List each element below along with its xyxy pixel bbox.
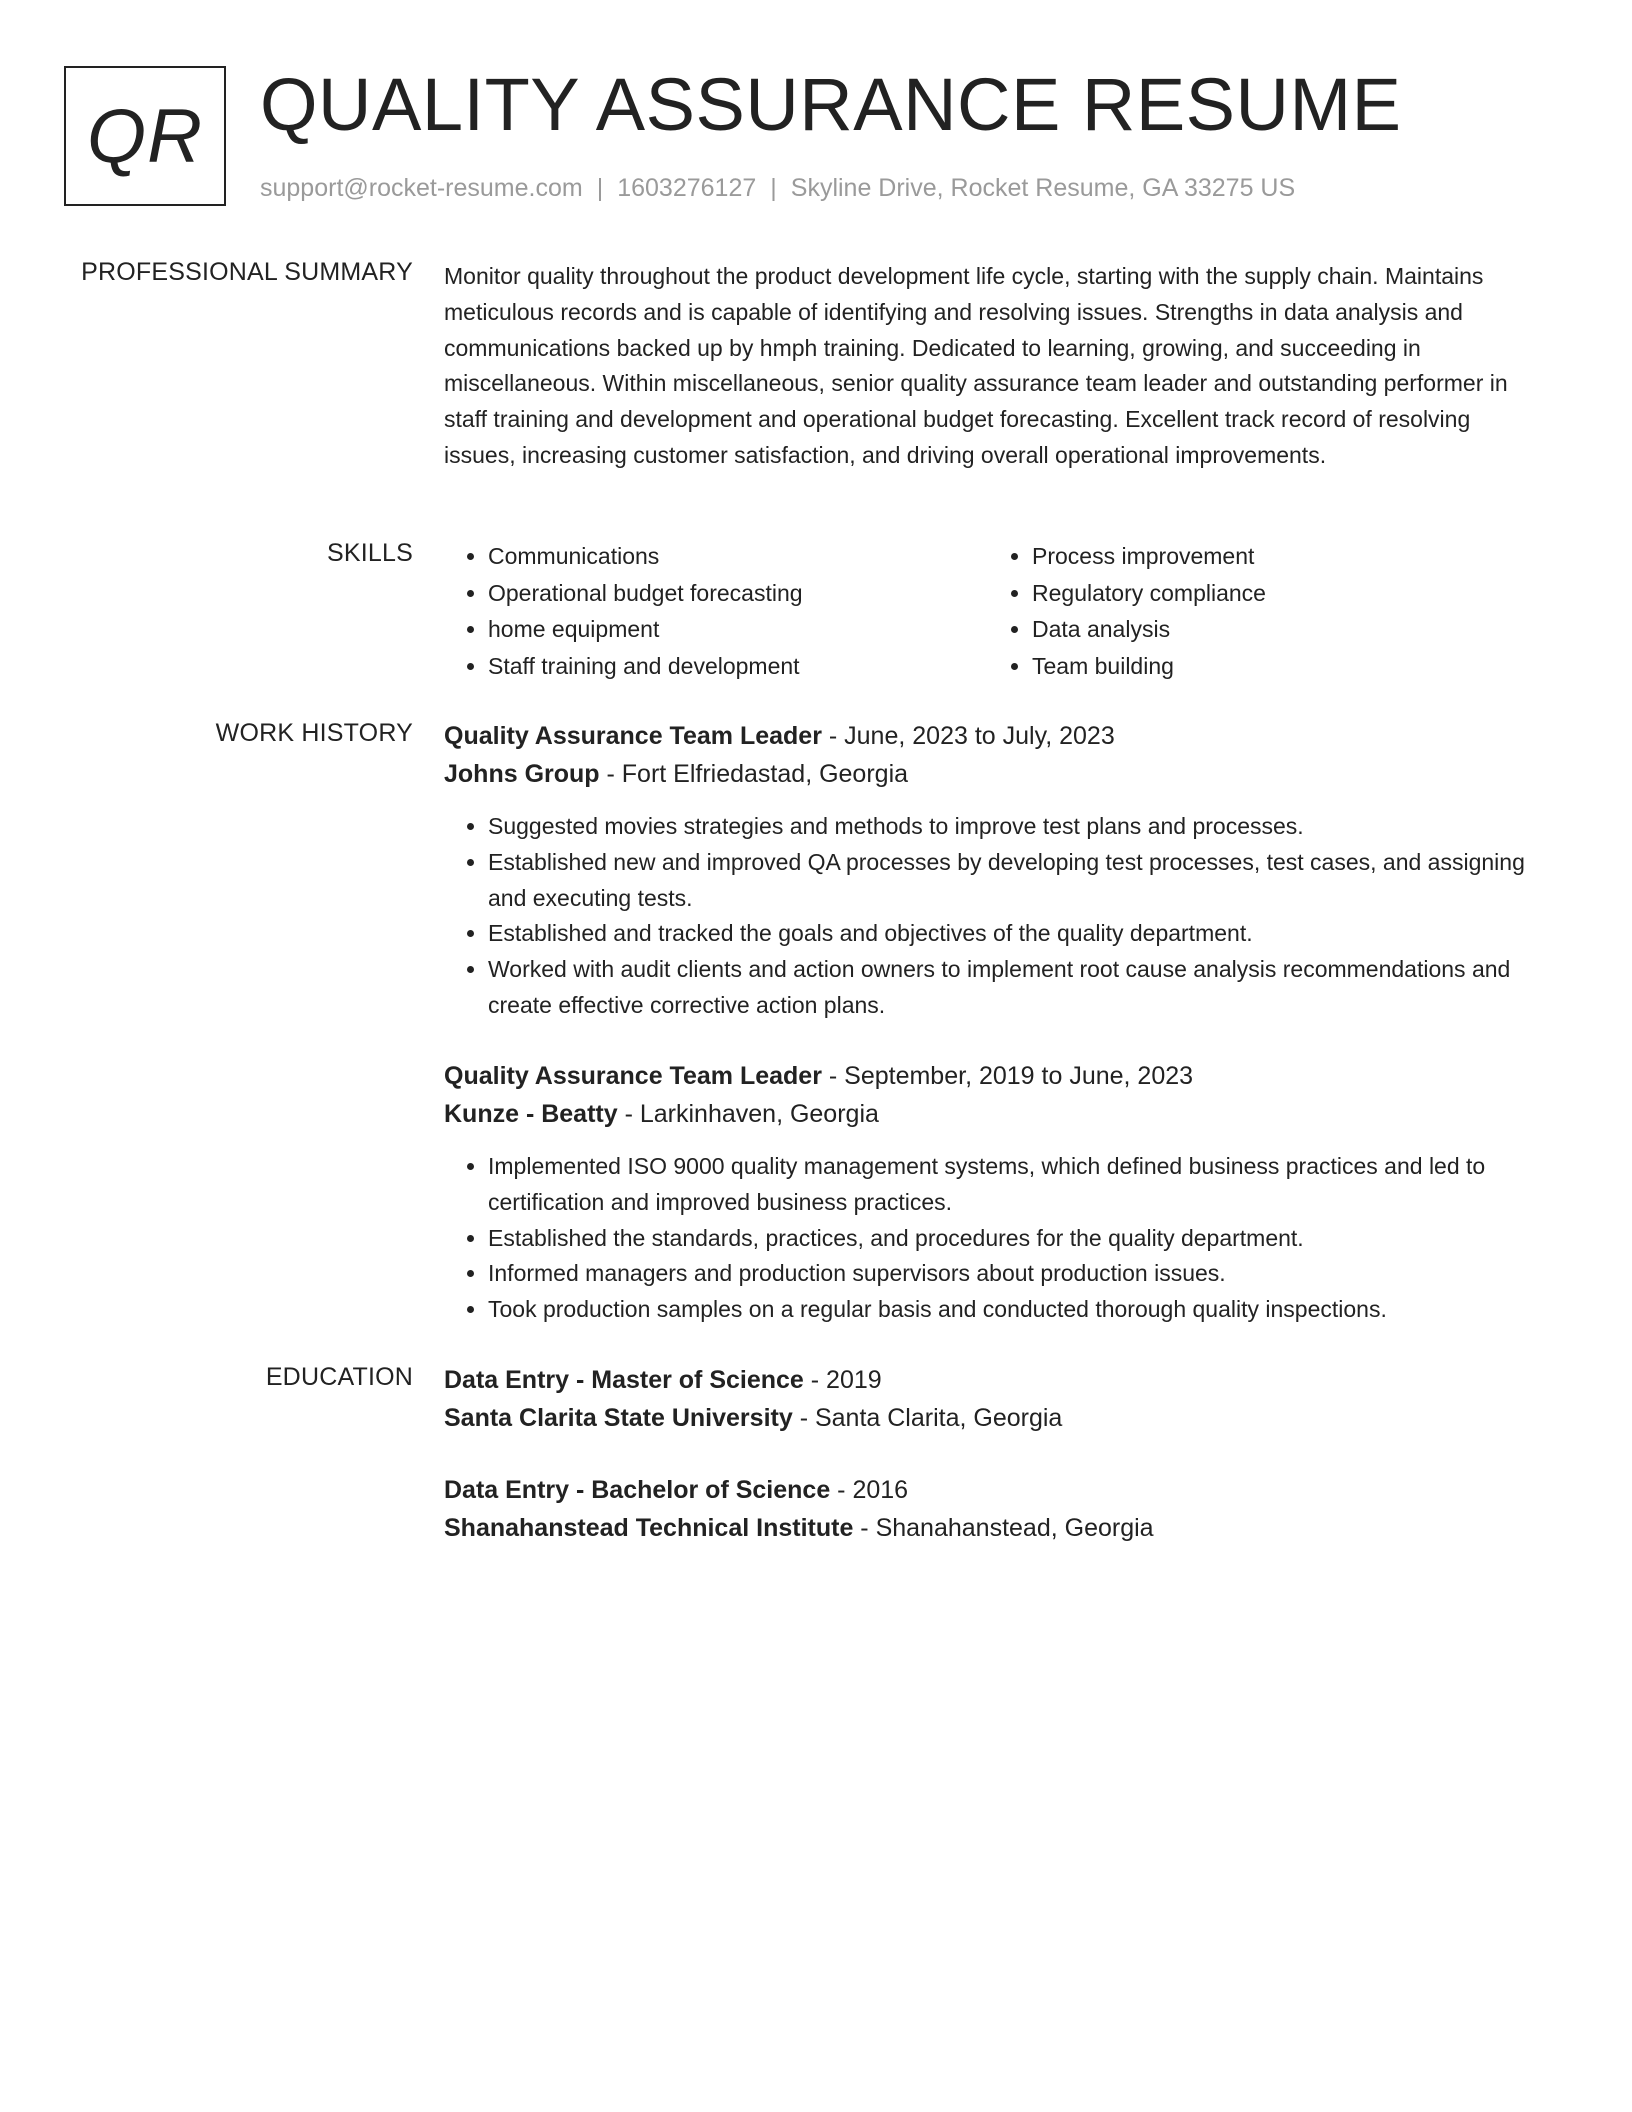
job-company-line — [444, 1095, 1548, 1133]
job-title-line — [444, 1057, 1548, 1095]
job-title: Quality Assurance Team Leader — [444, 722, 822, 750]
education-degree-line — [444, 1471, 1548, 1509]
skills-list — [444, 538, 1548, 684]
job-bullet: • Established the standards, practices, and procedures for the quality department. — [488, 1221, 1548, 1257]
job-company: Kunze - Beatty — [444, 1100, 618, 1128]
summary-text: Monitor quality throughout the product development life cycle, starting with the supply chain. Maintains meticulous records and is capable of identifying and resolving issues. Strengths in data analysis and communications backed up by hmph training. Dedicated to learning, growing, and succeeding in miscellaneous. Within miscellaneous, senior quality assurance team leader and outstanding performer in staff training and development and operational budget forecasting. Excellent track record of resolving issues, increasing customer satisfaction, and driving overall operational improvements. — [444, 263, 1508, 468]
job-entry — [444, 1057, 1548, 1328]
monogram-box — [64, 66, 226, 206]
skill-item: • Operational budget forecasting — [488, 575, 988, 612]
work-history-heading: WORK HISTORY — [215, 719, 413, 747]
skill-item: • Staff training and development — [488, 648, 988, 685]
contact-email[interactable]: support@rocket-resume.com — [260, 174, 583, 202]
job-bullet: • Took production samples on a regular basis and conducted thorough quality inspections. — [488, 1292, 1548, 1328]
education-year: - 2019 — [803, 1366, 882, 1394]
skill-item: • Communications — [488, 538, 988, 575]
education-location: - Santa Clarita, Georgia — [792, 1404, 1063, 1432]
job-dates: - June, 2023 to July, 2023 — [821, 722, 1115, 750]
skills-heading: SKILLS — [327, 539, 413, 567]
job-bullet: • Implemented ISO 9000 quality management systems, which defined business practices and led to certification and improved business practices. — [488, 1149, 1548, 1221]
contact-address: Skyline Drive, Rocket Resume, GA 33275 US — [790, 174, 1296, 202]
skill-item: • Team building — [1032, 648, 1532, 685]
job-bullet: • Suggested movies strategies and methods to improve test plans and processes. — [488, 809, 1548, 845]
job-bullet: • Established new and improved QA processes by developing test processes, test cases, and assigning and executing tests. — [488, 845, 1548, 917]
skills-column-right — [988, 538, 1532, 684]
contact-separator: | — [596, 174, 604, 202]
contact-line — [260, 174, 1295, 203]
job-company-line — [444, 755, 1548, 793]
job-bullet: • Established and tracked the goals and objectives of the quality department. — [488, 916, 1548, 952]
job-dates: - September, 2019 to June, 2023 — [821, 1062, 1194, 1090]
education-heading: EDUCATION — [265, 1363, 413, 1391]
resume-title: QUALITY ASSURANCE RESUME — [260, 63, 1402, 146]
job-title-line — [444, 717, 1548, 755]
education-degree-line — [444, 1361, 1548, 1399]
skill-item: • home equipment — [488, 611, 988, 648]
contact-separator: | — [770, 174, 777, 202]
job-bullets — [444, 1149, 1548, 1328]
education-entry — [444, 1361, 1548, 1437]
education-year: - 2016 — [830, 1476, 909, 1504]
job-bullets — [444, 809, 1548, 1024]
summary-body — [444, 259, 1548, 474]
job-bullet: • Informed managers and production supervisors about production issues. — [488, 1256, 1548, 1292]
skills-column-left — [444, 538, 988, 684]
education-entry — [444, 1471, 1548, 1547]
education-location: - Shanahanstead, Georgia — [853, 1514, 1154, 1542]
education-degree: Data Entry - Bachelor of Science — [444, 1476, 831, 1504]
contact-phone[interactable]: 1603276127 — [617, 174, 757, 202]
skill-item: • Regulatory compliance — [1032, 575, 1532, 612]
job-title: Quality Assurance Team Leader — [444, 1062, 822, 1090]
resume-header — [64, 63, 1568, 210]
job-entry — [444, 717, 1548, 1024]
education-school: Shanahanstead Technical Institute — [444, 1514, 854, 1542]
summary-heading: PROFESSIONAL SUMMARY — [81, 258, 413, 286]
skill-item: • Process improvement — [1032, 538, 1532, 575]
education-degree: Data Entry - Master of Science — [444, 1366, 804, 1394]
job-location: - Fort Elfriedastad, Georgia — [599, 760, 909, 788]
monogram-text: QR — [87, 93, 203, 179]
skill-item: • Data analysis — [1032, 611, 1532, 648]
job-location: - Larkinhaven, Georgia — [617, 1100, 879, 1128]
education-school-line — [444, 1399, 1548, 1437]
job-bullet: • Worked with audit clients and action owners to implement root cause analysis recommendations and create effective corrective action plans. — [488, 952, 1548, 1024]
education-school: Santa Clarita State University — [444, 1404, 793, 1432]
education-school-line — [444, 1509, 1548, 1547]
job-company: Johns Group — [444, 760, 600, 788]
